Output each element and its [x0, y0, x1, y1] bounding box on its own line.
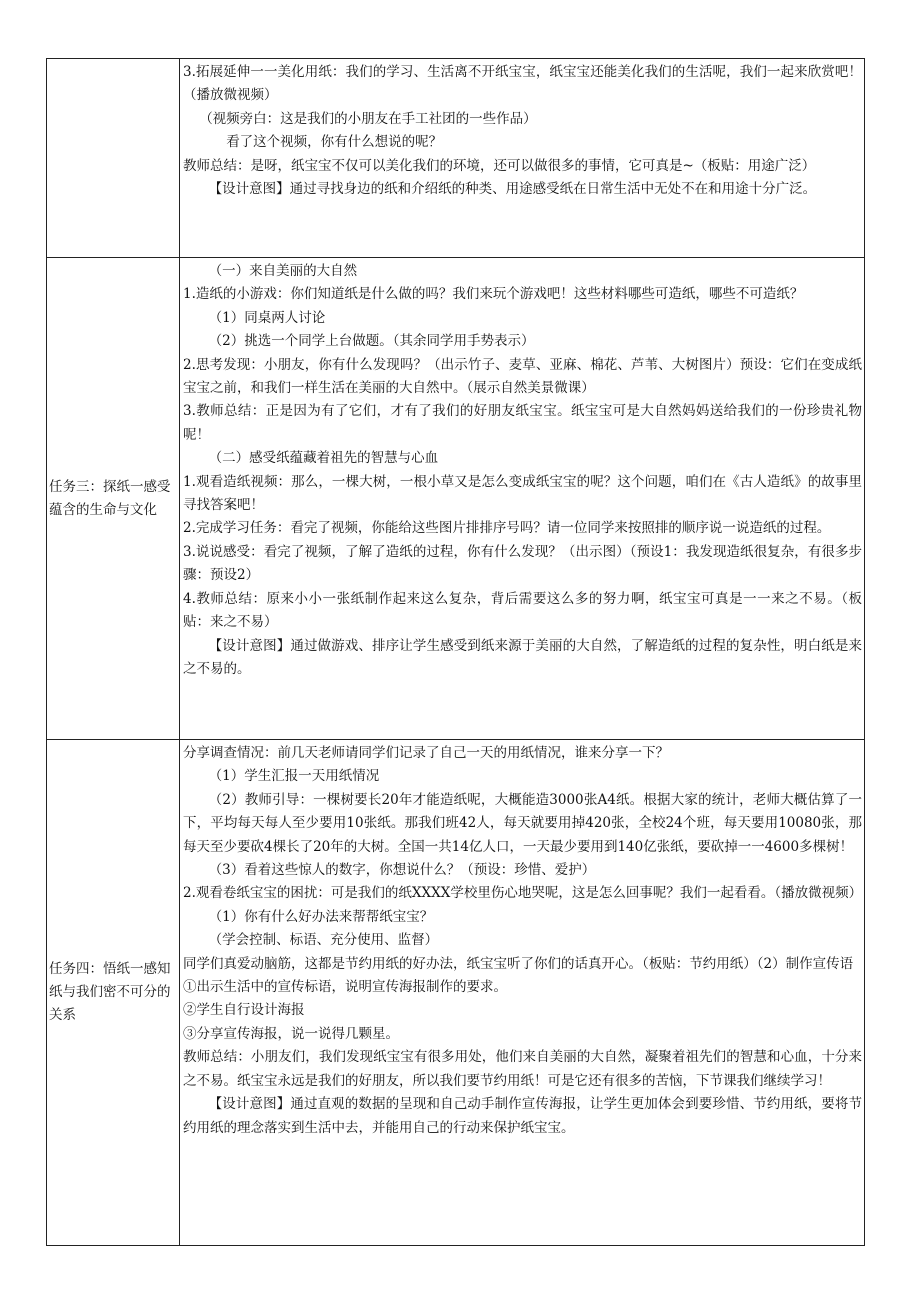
paragraph: ③分享宣传海报，说一说得几颗星。 — [183, 1025, 399, 1042]
paragraph: 3.说说感受：看完了视频，了解了造纸的过程，你有什么发现？（出示图）（预设1：我发现造纸很复杂，有很多步骤：预设2） — [183, 543, 862, 584]
content-cell — [180, 258, 865, 740]
paragraph: 1.造纸的小游戏：你们知道纸是什么做的吗？我们来玩个游戏吧！这些材料哪些可造纸，哪些不可造纸？ — [183, 286, 804, 303]
paragraph: 3.拓展延伸一一美化用纸：我们的学习、生活离不开纸宝宝，纸宝宝还能美化我们的生活呢，我们一起来欣赏吧！（播放微视频） — [183, 64, 862, 104]
lesson-plan-table — [46, 58, 865, 1246]
content-cell — [180, 740, 865, 1246]
paragraph: （1）学生汇报一天用纸情况 — [208, 768, 380, 785]
paragraph: 2.思考发现：小朋友，你有什么发现吗？（出示竹子、麦草、亚麻、棉花、芦苇、大树图片）预设：它们在变成纸宝宝之前，和我们一样生活在美丽的大自然中。（展示自然美景微课） — [183, 356, 862, 397]
paragraph: 2.完成学习任务：看完了视频，你能给这些图片排排序号吗？请一位同学来按照排的顺序说一说造纸的过程。 — [183, 520, 831, 537]
paragraph: 分享调查情况：前几天老师请同学们记录了自己一天的用纸情况，谁来分享一下？ — [183, 745, 669, 761]
paragraph: （1）同桌两人讨论 — [208, 309, 326, 326]
table-row — [47, 258, 865, 740]
paragraph: （视频旁白：这是我们的小朋友在手工社团的一些作品） — [199, 110, 537, 127]
paragraph: 教师总结：是呀，纸宝宝不仅可以美化我们的环境，还可以做很多的事情，它可真是~（板贴：用途广泛） — [183, 157, 816, 174]
task-cell: 任务四：悟纸一感知纸与我们密不可分的关系 — [47, 740, 180, 1246]
paragraph: 3.教师总结：正是因为有了它们，才有了我们的好朋友纸宝宝。纸宝宝可是大自然妈妈送给我们的一份珍贵礼物呢！ — [183, 403, 862, 443]
paragraph: 1.观看造纸视频：那么，一棵大树，一根小草又是怎么变成纸宝宝的呢？这个问题，咱们在《古人造纸》的故事里寻找答案吧！ — [183, 473, 862, 514]
task-cell-empty — [47, 59, 180, 258]
section-heading: （二）感受纸蕴藏着祖先的智慧与心血 — [208, 450, 439, 467]
design-intent: 【设计意图】通过做游戏、排序让学生感受到纸来源于美丽的大自然，了解造纸的过程的复杂性，明白纸是来之不易的。 — [183, 637, 862, 677]
section-heading: （一）来自美丽的大自然 — [208, 263, 358, 279]
paragraph: （学会控制、标语、充分使用、监督） — [208, 932, 439, 949]
task-cell: 任务三：探纸一感受蕴含的生命与文化 — [47, 258, 180, 740]
document-page — [46, 58, 865, 1246]
paragraph: 2.观看卷纸宝宝的困扰：可是我们的纸XXXX学校里伤心地哭呢，这是怎么回事呢？我们一起看看。（播放微视频） — [183, 885, 862, 902]
design-intent: 【设计意图】通过寻找身边的纸和介绍纸的种类、用途感受纸在日常生活中无处不在和用途十分广泛。 — [208, 181, 817, 198]
table-row — [47, 740, 865, 1246]
design-intent: 【设计意图】通过直观的数据的呈现和自己动手制作宣传海报，让学生更加体会到要珍惜、节约用纸，要将节约用纸的理念落实到生活中去，并能用自己的行动来保护纸宝宝。 — [183, 1096, 862, 1136]
paragraph: 教师总结：小朋友们，我们发现纸宝宝有很多用处，他们来自美丽的大自然，凝聚着祖先们的智慧和心血，十分来之不易。纸宝宝永远是我们的好朋友，所以我们要节约用纸！可是它还有很多的苦恼，下节课我们继续学习！ — [183, 1049, 862, 1089]
paragraph: 4.教师总结：原来小小一张纸制作起来这么复杂，背后需要这么多的努力啊，纸宝宝可真是一一来之不易。（板贴：来之不易） — [183, 590, 862, 631]
table-row — [47, 59, 865, 258]
paragraph: （1）你有什么好办法来帮帮纸宝宝？ — [208, 908, 434, 925]
paragraph: （3）看着这些惊人的数字，你想说什么？（预设：珍惜、爱护） — [208, 862, 596, 879]
content-cell — [180, 59, 865, 258]
paragraph: 看了这个视频，你有什么想说的呢？ — [226, 134, 443, 151]
paragraph: （2）教师引导：一棵树要长20年才能造纸呢，大概能造3000张A4纸。根据大家的统计，老师大概估算了一下，平均每天每人至少要用10张纸。那我们班42人，每天就要用掉420张，全校24个班，每天要用10080张，那每天至少要砍4棵长了20年的大树。全国一共14亿人口，一天最少要用到140亿张纸，要砍掉一一4600多棵树！ — [183, 791, 862, 855]
paragraph: 同学们真爱动脑筋，这都是节约用纸的好办法，纸宝宝听了你们的话真开心。（板贴：节约用纸）（2）制作宣传语 — [183, 955, 854, 972]
paragraph: （2）挑选一个同学上台做题。（其余同学用手势表示） — [208, 333, 535, 350]
paragraph: ②学生自行设计海报 — [183, 1002, 305, 1019]
paragraph: ①出示生活中的宣传标语，说明宣传海报制作的要求。 — [183, 979, 507, 996]
